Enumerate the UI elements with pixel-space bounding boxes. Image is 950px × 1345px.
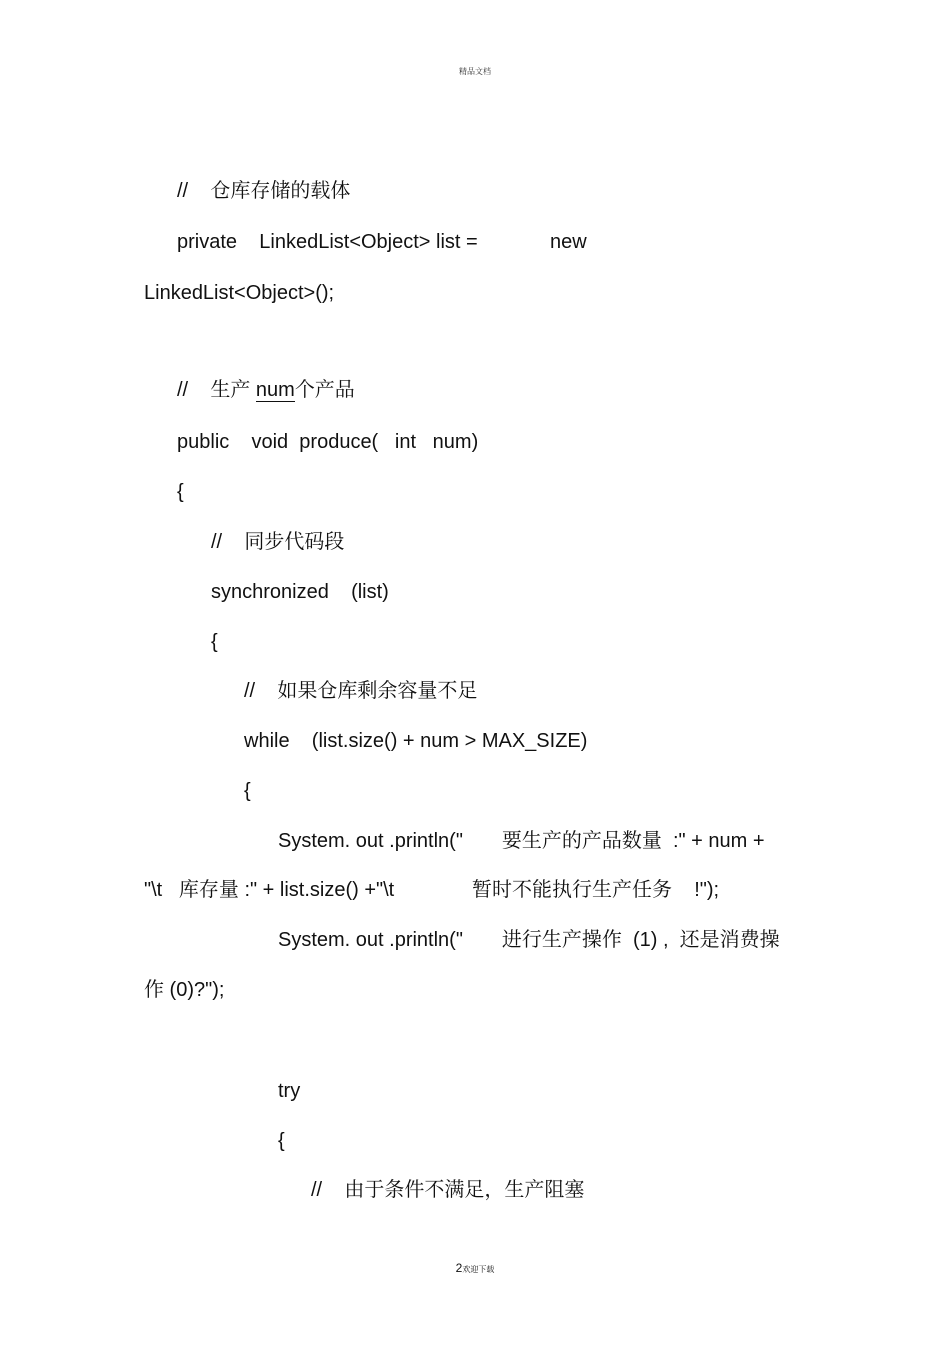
code-println-quantity-continued: "\t 库存量 :" + list.size() +"\t 暂时不能执行生产任务 !");	[144, 879, 720, 901]
code-list-declaration: private LinkedList<Object> list = new	[177, 231, 587, 253]
code-println-operation-continued: 作 (0)?");	[144, 979, 225, 1001]
comment-produce-suffix: 个产品	[294, 379, 355, 401]
code-open-brace: {	[177, 481, 184, 503]
code-open-brace: {	[244, 780, 251, 802]
code-open-brace: {	[211, 631, 218, 653]
page-header: 精品文档	[459, 67, 491, 76]
code-println-operation: System. out .println(" 进行生产操作 (1) , 还是消费操	[278, 929, 780, 951]
footer-note: 欢迎下载	[462, 1265, 495, 1274]
code-try: try	[278, 1080, 301, 1102]
comment-produce-prefix: // 生产	[177, 379, 256, 401]
page-footer	[0, 1259, 950, 1277]
code-list-declaration-continued: LinkedList<Object>();	[144, 282, 335, 304]
code-synchronized: synchronized (list)	[211, 581, 389, 603]
comment-sync-block: // 同步代码段	[211, 531, 345, 553]
code-println-quantity: System. out .println(" 要生产的产品数量 :" + num +	[278, 830, 765, 852]
comment-storage-carrier: // 仓库存储的载体	[177, 180, 351, 202]
code-while-condition: while (list.size() + num > MAX_SIZE)	[244, 730, 588, 752]
code-method-signature: public void produce( int num)	[177, 431, 479, 453]
comment-capacity-insufficient: // 如果仓库剩余容量不足	[244, 680, 478, 702]
num-word: num	[255, 379, 295, 401]
page-number: 2	[455, 1261, 463, 1275]
comment-produce-num	[177, 378, 355, 402]
code-open-brace: {	[278, 1130, 285, 1152]
comment-production-blocked: // 由于条件不满足，生产阻塞	[311, 1179, 585, 1201]
